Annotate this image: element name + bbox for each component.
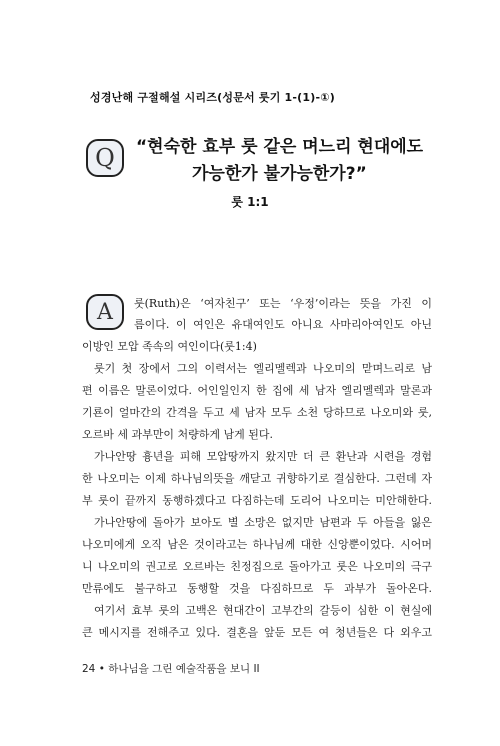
answer-line: 한 나오미는 이제 하나님의뜻을 깨닫고 귀향하기로 결심한다. 그런데 자 [82, 472, 432, 485]
answer-line: 룻기 첫 장에서 그의 이력서는 엘리멜렉과 나오미의 맏며느리로 남 [94, 362, 432, 375]
answer-line: 이방인 모압 족속의 여인이다(룻1:4) [82, 340, 257, 353]
page-footer: 24 • 하나님을 그린 예술작품을 보니 II [82, 663, 260, 675]
scripture-reference: 룻 1:1 [231, 195, 269, 209]
answer-line: 가나안땅 흉년을 피해 모압땅까지 왔지만 더 큰 환난과 시련을 경험 [94, 450, 432, 463]
answer-line: 룻(Ruth)은 ‘여자친구’ 또는 ‘우정’이라는 뜻을 가진 이 [134, 297, 432, 310]
answer-line: 만류에도 불구하고 동행할 것을 다짐하므로 두 과부가 돌아온다. [82, 582, 432, 595]
answer-line: 나오미에게 오직 남은 것이라고는 하나님께 대한 신앙뿐이었다. 시어머 [82, 538, 432, 551]
answer-line: 니 나오미의 권고로 오르바는 친정집으로 돌아가고 룻은 나오미의 극구 [82, 560, 432, 573]
series-header: 성경난해 구절해설 시리즈(성문서 룻기 1-(1)-①) [90, 91, 335, 104]
question-title [136, 134, 436, 188]
answer-line: 기룐이 얼마간의 간격을 두고 세 남자 모두 소천 당하므로 나오미와 룻, [82, 406, 432, 419]
answer-line: 오르바 세 과부만이 처량하게 남게 된다. [82, 428, 273, 441]
question-line-1: “현숙한 효부 룻 같은 며느리 현대에도 [136, 137, 424, 157]
answer-line: 여기서 효부 룻의 고백은 현대간이 고부간의 갈등이 심한 이 현실에 [94, 604, 432, 617]
answer-badge-icon: A [86, 294, 124, 330]
answer-line: 부 룻이 끝까지 동행하겠다고 다짐하는데 도리어 나오미는 미안해한다. [82, 494, 432, 507]
question-badge-icon: Q [86, 139, 124, 177]
answer-line: 편 이름은 말론이었다. 어인일인지 한 집에 세 남자 엘리멜렉과 말론과 [82, 384, 432, 397]
question-line-2: 가능한가 불가능한가?” [192, 164, 367, 184]
answer-line: 가나안땅에 돌아가 보아도 별 소망은 없지만 남편과 두 아들을 잃은 [94, 516, 432, 529]
answer-line: 큰 메시지를 전해주고 있다. 결혼을 앞둔 모든 여 청년들은 다 외우고 [82, 626, 432, 639]
answer-line: 름이다. 이 여인은 유대여인도 아니요 사마리아여인도 아닌 [134, 318, 432, 331]
